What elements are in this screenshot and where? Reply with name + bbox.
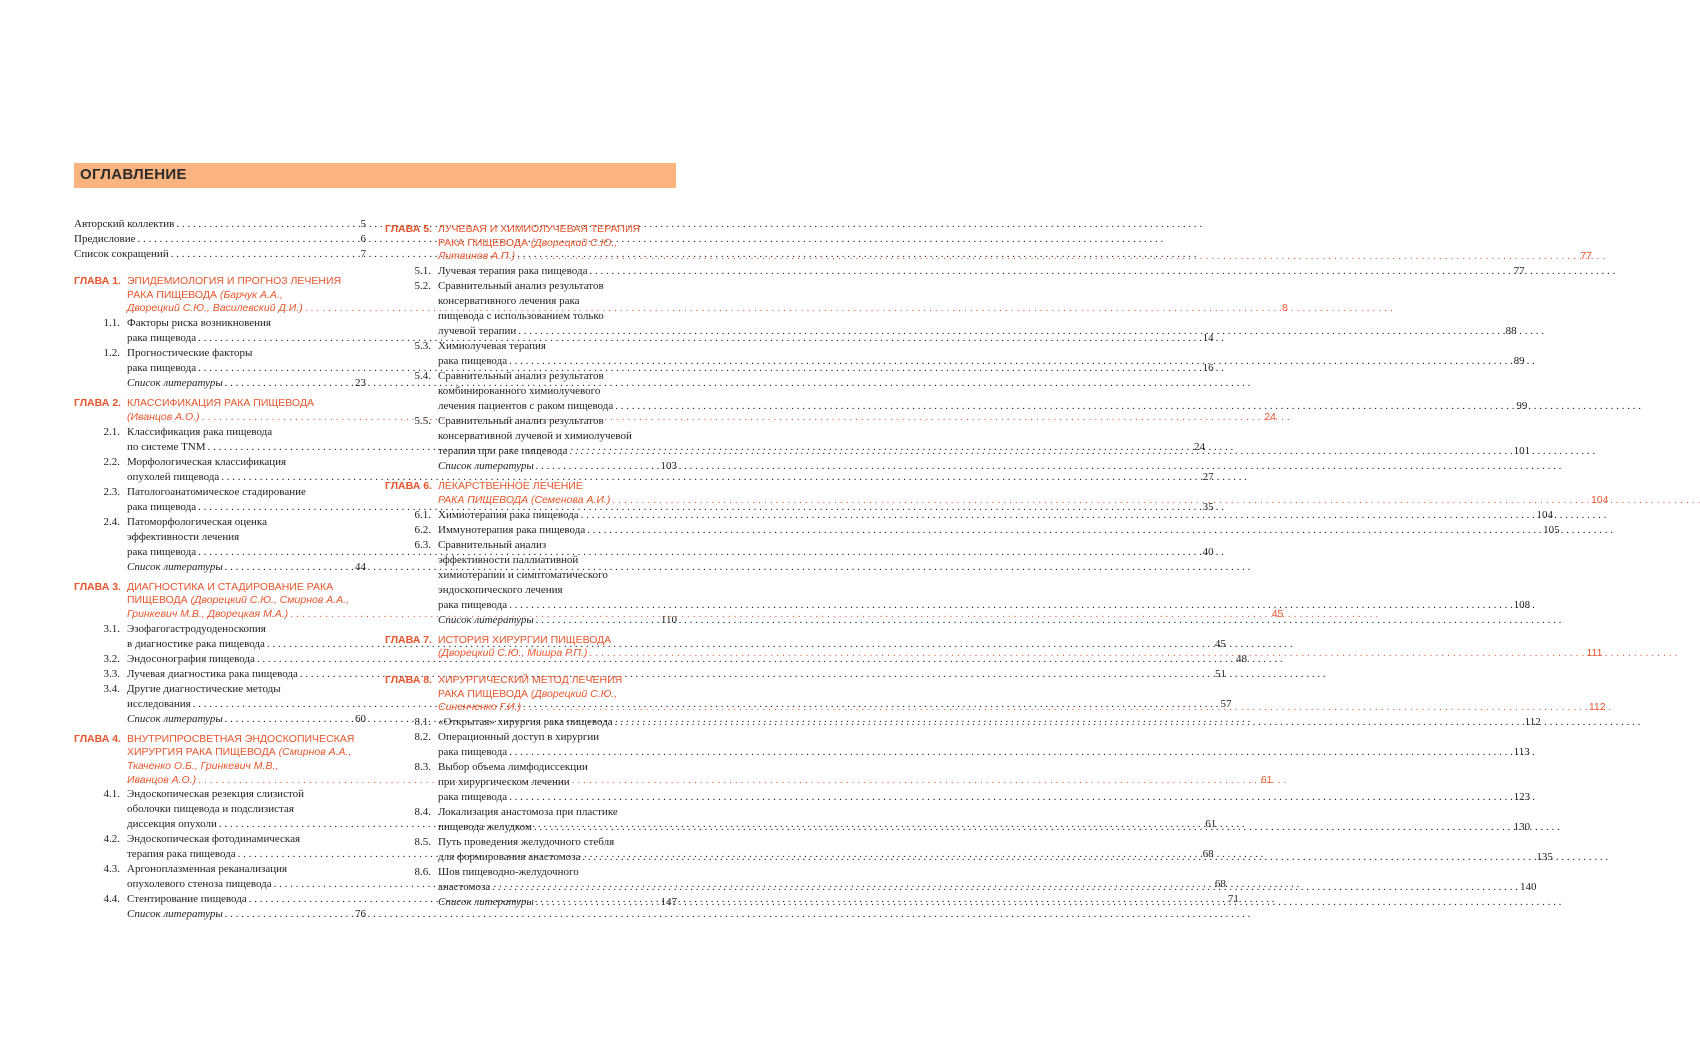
- leader-dots: [509, 354, 1512, 369]
- section-body: [438, 523, 1560, 538]
- page-number: 110: [660, 613, 677, 626]
- page-number: 45: [1214, 637, 1226, 650]
- section-title: Факторы риска возникновения: [127, 317, 271, 330]
- toc-row: [74, 247, 366, 262]
- references-label: Список литературы: [127, 560, 223, 573]
- title-text: ДИАГНОСТИКА И СТАДИРОВАНИЕ РАКА: [127, 580, 334, 593]
- chapter-number: ГЛАВА 3.: [74, 580, 121, 593]
- page-number: 8: [1281, 302, 1288, 315]
- section-body: [438, 264, 1525, 279]
- toc-row: [438, 444, 1530, 459]
- leader-dots: [225, 907, 353, 922]
- chapter-title-line: [127, 289, 283, 301]
- section-title: Эндоскопическая резекция слизистой: [127, 788, 304, 801]
- references-entry: [74, 560, 366, 575]
- section-title: лучевой терапии: [438, 325, 517, 338]
- chapter-authors: [127, 411, 200, 425]
- front-matter-label: Авторский коллектив: [74, 218, 175, 230]
- chapter-authors: [127, 760, 278, 772]
- spacer: [74, 262, 366, 269]
- authors-text: Синенченко Г.И.): [438, 701, 522, 714]
- chapter-title-line: [438, 674, 622, 686]
- section-number: 2.3.: [103, 485, 120, 498]
- authors-text: РАКА ПИЩЕВОДА (Семенова А.И.): [438, 493, 611, 506]
- chapter-number: ГЛАВА 4.: [74, 732, 121, 745]
- section-number: 4.2.: [103, 833, 120, 846]
- page-number: 6: [360, 233, 366, 245]
- section-number: 6.2.: [414, 523, 431, 536]
- section-body: [438, 760, 1530, 805]
- leader-dots: [509, 598, 1512, 613]
- authors-text: (Дворецкий С.Ю., Мишра Р.П.): [438, 647, 588, 660]
- page-number: 71: [1227, 893, 1239, 906]
- section-title: по системе TNM: [127, 440, 206, 453]
- leader-dots: [569, 444, 1511, 459]
- page-number: 108: [1513, 598, 1531, 611]
- references-entry: [385, 459, 677, 474]
- section-title: Прогностические факторы: [127, 347, 253, 360]
- section-number: 2.2.: [103, 455, 120, 468]
- page-number: 7: [360, 248, 366, 260]
- chapter-title-block: [438, 674, 1606, 715]
- section-body: [438, 279, 1517, 339]
- section-title: при хирургическом лечении: [438, 776, 570, 789]
- page-number: 104: [1590, 493, 1609, 506]
- section-body: [438, 538, 1530, 613]
- page-number: 5: [360, 218, 366, 230]
- references-label: Список литературы: [438, 613, 534, 626]
- toc-row: [438, 613, 677, 628]
- references-label: Список литературы: [127, 712, 223, 725]
- chapter-authors: [438, 494, 610, 508]
- section-title: оболочки пищевода и подслизистая: [127, 803, 294, 816]
- section-title: Эндоскопическая фотодинамическая: [127, 833, 301, 846]
- toc-row: [438, 324, 1517, 339]
- section-title: рака пищевода: [438, 791, 508, 804]
- chapter-number: ГЛАВА 6.: [385, 480, 432, 493]
- section-number: 4.3.: [103, 863, 120, 876]
- references-entry: [74, 907, 366, 922]
- page-number: 27: [1202, 470, 1214, 483]
- section-title: Эндосонография пищевода: [127, 652, 255, 665]
- page-number: 68: [1214, 878, 1226, 891]
- toc-section: [385, 715, 1541, 730]
- page-number: 113: [1513, 746, 1530, 759]
- front-matter-label: Предисловие: [74, 233, 136, 245]
- leader-dots: [534, 820, 1512, 835]
- page-number: 103: [660, 460, 677, 473]
- leader-dots: [225, 560, 353, 575]
- toc-section: [385, 508, 1554, 523]
- section-title: рака пищевода: [127, 362, 197, 375]
- leader-dots: [492, 880, 1518, 895]
- section-title: Лучевая терапия рака пищевода: [438, 265, 588, 278]
- page-number: 45: [1271, 607, 1284, 620]
- title-text: ВНУТРИПРОСВЕТНАЯ ЭНДОСКОПИЧЕСКАЯ: [127, 732, 355, 745]
- page-number: 112: [1588, 701, 1606, 714]
- toc-section: [385, 730, 1530, 760]
- page-number: 61: [1205, 818, 1217, 831]
- references-entry: [74, 712, 366, 727]
- chapter-line: [438, 480, 1608, 494]
- section-title: опухолевого стеноза пищевода: [127, 878, 272, 891]
- front-matter-label: Список сокращений: [74, 248, 169, 260]
- chapter-title-line: [127, 275, 341, 287]
- section-title: рака пищевода: [438, 355, 508, 368]
- chapter-title-line: [127, 594, 349, 606]
- toc-row: [438, 354, 1525, 369]
- section-number: 8.2.: [414, 731, 431, 744]
- section-title: рака пищевода: [127, 500, 197, 513]
- section-title: Лучевая диагностика рака пищевода: [127, 667, 298, 680]
- chapter-authors: [438, 701, 521, 715]
- title-text: ЛУЧЕВАЯ И ХИМИОЛУЧЕВАЯ ТЕРАПИЯ: [438, 223, 641, 235]
- section-number: 8.3.: [414, 761, 431, 774]
- leader-dots: [589, 264, 1511, 279]
- chapter-title-block: [438, 223, 1592, 264]
- section-number: 8.4.: [414, 806, 431, 819]
- section-number: 3.3.: [103, 667, 120, 680]
- toc-row: [438, 790, 1530, 805]
- page-number: 99: [1516, 400, 1528, 413]
- section-body: [438, 339, 1525, 369]
- leader-dots: [171, 247, 359, 262]
- toc-row: [438, 880, 1536, 895]
- section-number: 4.1.: [103, 788, 120, 801]
- section-title: рака пищевода: [127, 332, 197, 345]
- toc-section: [385, 523, 1560, 538]
- chapter-title-block: [438, 480, 1608, 507]
- page-number: 24: [1264, 410, 1277, 423]
- section-title: химиотерапии и симптоматического: [438, 568, 608, 581]
- page-number: 68: [1202, 848, 1214, 861]
- title-text: РАКА ПИЩЕВОДА: [127, 288, 217, 301]
- section-title: лечения пациентов с раком пищевода: [438, 400, 614, 413]
- page-number: 104: [1536, 508, 1554, 521]
- section-number: 5.4.: [414, 370, 431, 383]
- section-title: Химиотерапия рака пищевода: [438, 508, 579, 521]
- toc-row: [127, 907, 366, 922]
- references-entry: [74, 376, 366, 391]
- section-title: Путь проведения желудочного стебля: [438, 836, 615, 849]
- chapter-title-line: [127, 746, 351, 758]
- toc-row: [74, 232, 366, 247]
- leader-dots: [517, 250, 1578, 264]
- toc-row: [438, 850, 1553, 865]
- page-number: 101: [1513, 445, 1531, 458]
- section-number: 5.3.: [414, 340, 431, 353]
- leader-dots: [176, 217, 358, 232]
- section-body: [438, 835, 1553, 865]
- section-number: 5.5.: [414, 415, 431, 428]
- toc-row: [438, 820, 1530, 835]
- authors-text: (Смирнов А.А.,: [275, 746, 352, 759]
- authors-text: Литвинов А.П.): [438, 250, 516, 263]
- chapter-authors: [127, 302, 303, 316]
- chapter-line: [438, 688, 1606, 702]
- authors-text: (Дворецкий С.Ю., Смирнов А.А.,: [187, 594, 350, 607]
- toc-row: [438, 647, 1602, 661]
- toc-row: [438, 745, 1530, 760]
- section-title: Сравнительный анализ результатов: [438, 280, 604, 293]
- chapter-number: ГЛАВА 1.: [74, 275, 121, 287]
- section-number: 8.5.: [414, 836, 431, 849]
- section-title: эффективности лечения: [127, 530, 240, 543]
- section-title: пищевода с использованием только: [438, 310, 604, 323]
- section-number: 8.6.: [414, 866, 431, 879]
- section-title: эффективности паллиативной: [438, 553, 579, 566]
- section-title: комбинированного химиолучевого: [438, 385, 601, 398]
- references-label: Список литературы: [127, 377, 223, 390]
- toc-row: [438, 494, 1608, 508]
- section-body: [438, 508, 1553, 523]
- section-title: Сравнительный анализ результатов: [438, 370, 604, 383]
- section-title: в диагностике рака пищевода: [127, 637, 265, 650]
- references-entry: [385, 895, 677, 910]
- section-title: Локализация анастомоза при пластике: [438, 806, 618, 819]
- chapter-title-block: [438, 634, 1602, 661]
- page-number: 61: [1260, 773, 1273, 786]
- page-number: 147: [660, 896, 677, 909]
- page-number: 23: [355, 377, 366, 390]
- leader-dots: [615, 715, 1523, 730]
- chapter-title-line: [127, 581, 333, 593]
- section-number: 2.1.: [103, 425, 120, 438]
- section-number: 3.2.: [103, 652, 120, 665]
- leader-dots: [523, 701, 1587, 715]
- toc-row: [74, 217, 366, 232]
- toc-row: [438, 895, 677, 910]
- chapter-title-line: [127, 397, 314, 409]
- section-number: 4.4.: [103, 893, 120, 906]
- chapter-title-line: [438, 480, 583, 492]
- chapter-number: ГЛАВА 5.: [385, 223, 432, 235]
- leader-dots: [536, 895, 659, 910]
- section-body: [438, 715, 1541, 730]
- authors-text: Ткаченко О.Б., Гринкевич М.В.,: [127, 760, 279, 773]
- title-text: ЭПИДЕМИОЛОГИЯ И ПРОГНОЗ ЛЕЧЕНИЯ: [127, 275, 342, 287]
- section-title: эндоскопического лечения: [438, 583, 563, 596]
- leader-dots: [225, 712, 353, 727]
- authors-text: Дворецкий С.Ю., Василевский Д.И.): [127, 302, 303, 315]
- section-body: [438, 369, 1527, 414]
- chapter-authors: [438, 250, 515, 264]
- toc-banner: [74, 163, 676, 188]
- chapter-line: [438, 674, 1606, 688]
- section-title: анастомоза: [438, 881, 491, 894]
- leader-dots: [518, 324, 1503, 339]
- page-number: 24: [1193, 440, 1205, 453]
- section-title: Шов пищеводно-желудочного: [438, 866, 579, 879]
- section-title: Другие диагностические методы: [127, 682, 281, 695]
- leader-dots: [509, 745, 1512, 760]
- page-number: 112: [1524, 716, 1541, 729]
- section-number: 6.1.: [414, 508, 431, 521]
- toc-section: [385, 264, 1525, 279]
- section-number: 3.4.: [103, 682, 120, 695]
- title-text: КЛАССИФИКАЦИЯ РАКА ПИЩЕВОДА: [127, 397, 314, 410]
- authors-text: (Барчук А.А.,: [217, 288, 283, 301]
- chapter-number: ГЛАВА 2.: [74, 397, 121, 410]
- references-label: Список литературы: [127, 908, 223, 921]
- section-body: [438, 865, 1536, 895]
- section-title: Выбор объема лимфодиссекции: [438, 761, 588, 774]
- leader-dots: [509, 790, 1512, 805]
- toc-row: [438, 459, 677, 474]
- chapter-authors: [438, 647, 587, 661]
- leader-dots: [582, 850, 1534, 865]
- references-entry: [385, 613, 677, 628]
- title-text: ХИРУРГИЯ РАКА ПИЩЕВОДА: [127, 746, 276, 759]
- chapter-authors: [127, 608, 288, 622]
- title-text: РАКА ПИЩЕВОДА: [438, 236, 528, 249]
- section-number: 1.2.: [103, 347, 120, 360]
- page-number: 123: [1513, 791, 1531, 804]
- section-number: 8.1.: [414, 716, 431, 729]
- references-label: Список литературы: [438, 460, 534, 473]
- toc-row: [438, 523, 1560, 538]
- page-number: 130: [1513, 821, 1531, 834]
- title-text: ИСТОРИЯ ХИРУРГИИ ПИЩЕВОДА: [438, 633, 612, 646]
- chapter-title-line: [438, 237, 617, 249]
- page-number: 140: [1519, 881, 1537, 894]
- references-label: Список литературы: [438, 896, 534, 909]
- page-number: 77: [1513, 265, 1525, 278]
- chapter-heading: [385, 223, 1593, 264]
- section-title: опухолей пищевода: [127, 470, 220, 483]
- authors-text: (Дворецкий С.Ю.,: [528, 236, 618, 249]
- toc-row: [438, 264, 1525, 279]
- section-title: рака пищевода: [438, 746, 508, 759]
- section-number: 6.3.: [414, 538, 431, 551]
- chapter-number: ГЛАВА 8.: [385, 673, 432, 686]
- spacer: [385, 661, 677, 668]
- title-text: РАКА ПИЩЕВОДА: [438, 687, 528, 700]
- leader-dots: [589, 647, 1584, 661]
- leader-dots: [536, 459, 659, 474]
- section-title: «Открытая» хирургия рака пищевода: [438, 716, 613, 729]
- section-title: Патологоанатомическое стадирование: [127, 485, 306, 498]
- toc-row: [438, 598, 1530, 613]
- leader-dots: [612, 494, 1589, 508]
- section-title: Патоморфологическая оценка: [127, 515, 267, 528]
- page-number: 40: [1202, 545, 1214, 558]
- chapter-title-line: [438, 688, 617, 700]
- page-number: 35: [1202, 500, 1214, 513]
- section-title: рака пищевода: [127, 545, 197, 558]
- page-number: 57: [1220, 697, 1232, 710]
- section-title: консервативного лечения рака: [438, 295, 580, 308]
- toc-row: [127, 560, 366, 575]
- page-number: 89: [1513, 355, 1525, 368]
- page-number: 135: [1536, 851, 1553, 864]
- toc-row: [438, 399, 1527, 414]
- page-number: 88: [1505, 325, 1517, 338]
- section-title: Эзофагогастродуоденоскопия: [127, 622, 266, 635]
- section-title: исследования: [127, 697, 191, 710]
- chapter-authors: [127, 774, 196, 788]
- toc-row: [127, 376, 366, 391]
- section-title: Аргоноплазменная реканализация: [127, 863, 288, 876]
- front-matter: [74, 217, 366, 262]
- chapter-title-line: [438, 634, 611, 646]
- leader-dots: [587, 523, 1541, 538]
- title-text: ХИРУРГИЧЕСКИЙ МЕТОД ЛЕЧЕНИЯ: [438, 673, 623, 686]
- section-title: Классификация рака пищевода: [127, 425, 273, 438]
- chapter-line: [438, 237, 1592, 251]
- page-number: 44: [355, 560, 366, 573]
- leader-dots: [581, 508, 1535, 523]
- chapter-number: ГЛАВА 7.: [385, 633, 432, 646]
- page-number: 48: [1236, 652, 1248, 665]
- section-body: [438, 414, 1530, 459]
- section-title: Операционный доступ в хирургии: [438, 731, 600, 744]
- leader-dots: [615, 399, 1514, 414]
- section-number: 1.1.: [103, 317, 120, 330]
- section-title: диссекция опухоли: [127, 818, 217, 831]
- page-number: 16: [1202, 362, 1214, 375]
- chapter-title-line: [127, 733, 354, 745]
- toc-section: [385, 369, 1528, 414]
- page-number: 60: [355, 712, 366, 725]
- leader-dots: [138, 232, 359, 247]
- section-title: Морфологическая классификация: [127, 455, 287, 468]
- section-number: 5.1.: [414, 265, 431, 278]
- section-title: рака пищевода: [438, 598, 508, 611]
- section-title: пищевода желудком: [438, 821, 532, 834]
- toc-row: [127, 712, 366, 727]
- section-number: 5.2.: [414, 280, 431, 293]
- section-number: 2.4.: [103, 515, 120, 528]
- chapter-line: [438, 634, 1602, 648]
- authors-text: (Иванцов А.О.): [127, 410, 200, 423]
- page-number: 51: [1214, 667, 1226, 680]
- toc-row: [438, 508, 1553, 523]
- section-title: для формирования анастомоза: [438, 851, 581, 864]
- section-title: Иммунотерапия рака пищевода: [438, 523, 586, 536]
- page-number: 111: [1586, 647, 1603, 660]
- section-title: Сравнительный анализ: [438, 538, 547, 551]
- section-title: консервативной лучевой и химиолучевой: [438, 430, 632, 443]
- section-body: [438, 805, 1530, 835]
- page-number: 76: [355, 908, 366, 921]
- authors-text: (Дворецкий С.Ю.,: [528, 687, 618, 700]
- leader-dots: [225, 376, 353, 391]
- authors-text: Гринкевич М.В., Дворецкая М.А.): [127, 607, 289, 620]
- authors-text: Иванцов А.О.): [127, 773, 197, 786]
- chapter-title-line: [438, 223, 640, 235]
- page-number: 14: [1202, 332, 1214, 345]
- toc-row: [438, 250, 1592, 264]
- toc-title: ОГЛАВЛЕНИЕ: [80, 166, 187, 183]
- title-text: ЛЕКАРСТВЕННОЕ ЛЕЧЕНИЕ: [438, 480, 583, 493]
- section-title: Стентирование пищевода: [127, 893, 247, 906]
- toc-row: [438, 715, 1541, 730]
- toc-row: [438, 701, 1606, 715]
- chapter-line: [438, 223, 1592, 237]
- page-number: 105: [1543, 523, 1560, 536]
- section-number: 3.1.: [103, 622, 120, 635]
- leader-dots: [536, 613, 659, 628]
- section-title: терапия рака пищевода: [127, 848, 236, 861]
- title-text: ПИЩЕВОДА: [127, 594, 188, 607]
- section-title: терапии при раке пищевода: [438, 445, 568, 458]
- section-body: [438, 730, 1530, 760]
- section-title: Сравнительный анализ результатов: [438, 415, 604, 428]
- section-title: Химиолучевая терапия: [438, 340, 546, 353]
- page-number: 77: [1580, 250, 1593, 263]
